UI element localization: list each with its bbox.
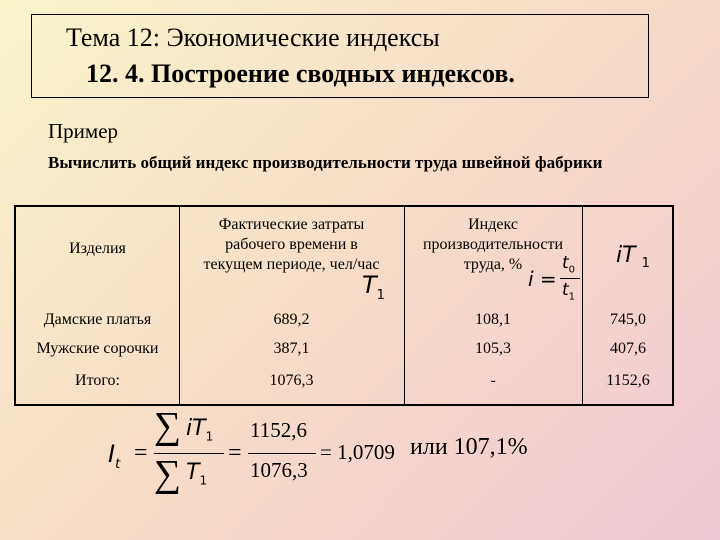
table-column-product (582, 305, 674, 363)
product-col-sub: 1 (641, 256, 650, 272)
header-product: Изделия (69, 240, 126, 257)
row-index: 105,3 (475, 340, 511, 357)
table-row (16, 305, 179, 363)
total-index: - (490, 372, 496, 389)
formula-den (186, 460, 207, 487)
index-formula-num-sub: 0 (568, 264, 576, 276)
section-title: 12. 4. Построение сводных индексов. (86, 59, 515, 88)
row-index: 108,1 (475, 311, 511, 328)
index-formula-lhs: i = (528, 267, 557, 291)
header-product-col (616, 243, 650, 271)
header-index: Индекс производительности труда, % (422, 216, 564, 273)
row-product-col: 745,0 (610, 311, 646, 328)
row-product: Дамские платья (43, 311, 152, 328)
formula-lhs (108, 440, 120, 472)
topic-title: Тема 12: Экономические индексы (66, 23, 440, 52)
total-product-col: 1152,6 (606, 372, 650, 389)
formula-equals: = (134, 440, 148, 466)
total-costs: 1076,3 (269, 372, 314, 389)
row-product: Мужские сорочки (36, 340, 159, 357)
formula-val-num: 1152,6 (250, 418, 307, 442)
formula-lhs-sub: t (115, 456, 121, 472)
index-fraction-bar (560, 278, 580, 279)
costs-symbol-sub: 1 (376, 287, 385, 303)
formula-num (186, 416, 213, 443)
title-box (31, 14, 649, 98)
task-text: Вычислить общий индекс производительности труда швейной фабрики (48, 153, 603, 172)
row-product-col: 407,6 (610, 340, 646, 357)
row-costs: 689,2 (273, 311, 310, 328)
formula-num-sub: 1 (205, 429, 214, 444)
formula-result: = 1,0709 (320, 440, 395, 464)
formula-lhs-symbol: I (108, 440, 116, 468)
row-costs: 387,1 (273, 340, 310, 357)
example-label: Пример (48, 119, 119, 143)
sigma-den: ∑ (154, 453, 182, 495)
formula-den-symbol: T (186, 460, 200, 485)
formula-val-den: 1076,3 (250, 458, 308, 482)
header-costs-symbol (362, 271, 385, 303)
formula-num-symbol: iT (186, 416, 206, 441)
index-formula-num-symbol: t (562, 253, 569, 273)
table-column-index (404, 305, 582, 363)
product-col-symbol: iT (616, 243, 636, 268)
total-label: Итого: (75, 372, 120, 389)
header-costs-label: Фактические затраты рабочего времени в текущем периоде, чел/час (203, 216, 380, 273)
formula-equals-2: = (228, 440, 242, 466)
result-percent: или 107,1% (410, 434, 528, 460)
sigma-num: ∑ (154, 405, 182, 447)
formula-den-sub: 1 (199, 473, 208, 488)
formula-val-bar (248, 453, 316, 454)
index-formula-den (562, 280, 575, 302)
header-costs (179, 215, 404, 275)
index-formula-den-sub: 1 (568, 291, 576, 303)
data-table (14, 205, 674, 406)
index-formula-num (562, 253, 575, 275)
table-column-costs (179, 305, 404, 363)
costs-symbol: T (362, 271, 377, 299)
index-formula-den-symbol: t (562, 280, 569, 300)
